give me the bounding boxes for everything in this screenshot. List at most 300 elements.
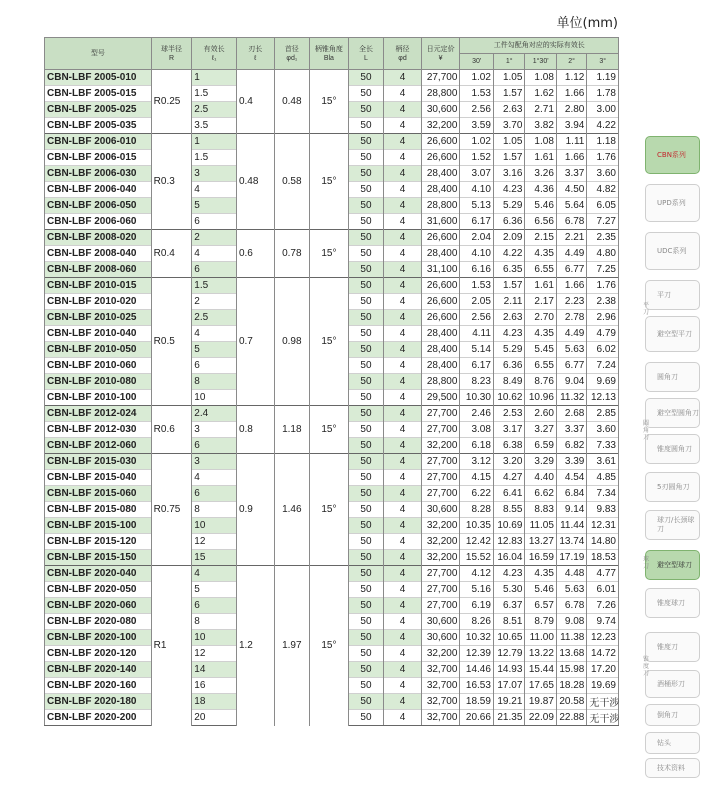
price-cell: 28,400 — [421, 326, 460, 342]
table-row — [45, 70, 619, 86]
effective-length-cell: 1 — [192, 70, 237, 86]
side-tab[interactable]: UDC系列 — [645, 232, 700, 270]
effective-length-cell: 4 — [192, 470, 237, 486]
side-tab[interactable]: 5刃圆角刀 — [645, 472, 700, 502]
effective-length-value-cell: 7.24 — [587, 358, 619, 374]
effective-length-value-cell: 1.66 — [556, 150, 586, 166]
shank-diameter-cell: 4 — [384, 230, 422, 246]
effective-length-value-cell: 6.78 — [556, 598, 586, 614]
effective-length-value-cell: 6.36 — [493, 358, 524, 374]
effective-length-value-cell: 1.05 — [493, 70, 524, 86]
total-length-cell: 50 — [348, 358, 384, 374]
effective-length-cell: 8 — [192, 374, 237, 390]
effective-length-value-cell: 2.05 — [460, 294, 494, 310]
effective-length-value-cell: 14.93 — [493, 662, 524, 678]
effective-length-value-cell: 16.53 — [460, 678, 494, 694]
effective-length-cell: 3 — [192, 454, 237, 470]
side-tab[interactable]: 钻头 — [645, 732, 700, 754]
effective-length-value-cell: 5.45 — [525, 342, 556, 358]
effective-length-cell: 2.5 — [192, 102, 237, 118]
effective-length-value-cell: 6.36 — [493, 214, 524, 230]
effective-length-value-cell: 6.01 — [587, 582, 619, 598]
shank-diameter-cell: 4 — [384, 246, 422, 262]
effective-length-value-cell: 6.78 — [556, 214, 586, 230]
shank-diameter-cell: 4 — [384, 102, 422, 118]
shank-diameter-cell: 4 — [384, 518, 422, 534]
effective-length-cell: 3 — [192, 422, 237, 438]
shank-diameter-cell: 4 — [384, 166, 422, 182]
price-cell: 26,600 — [421, 294, 460, 310]
price-cell: 32,200 — [421, 118, 460, 134]
effective-length-value-cell: 6.18 — [460, 438, 494, 454]
effective-length-value-cell: 1.08 — [525, 134, 556, 150]
total-length-cell: 50 — [348, 230, 384, 246]
effective-length-value-cell: 2.46 — [460, 406, 494, 422]
neck-diameter-cell: 1.18 — [274, 406, 310, 454]
effective-length-value-cell: 13.68 — [556, 646, 586, 662]
total-length-cell: 50 — [348, 422, 384, 438]
table-row — [45, 278, 619, 294]
shank-diameter-cell: 4 — [384, 326, 422, 342]
header-radius: 球半径 R — [151, 38, 192, 70]
effective-length-value-cell: 12.13 — [587, 390, 619, 406]
model-cell: CBN-LBF 2010-040 — [45, 326, 152, 342]
effective-length-value-cell: 8.76 — [525, 374, 556, 390]
shank-diameter-cell: 4 — [384, 150, 422, 166]
effective-length-value-cell: 21.35 — [493, 710, 524, 726]
model-cell: CBN-LBF 2010-050 — [45, 342, 152, 358]
model-cell: CBN-LBF 2020-160 — [45, 678, 152, 694]
side-tab[interactable]: 锥度圆角刀 — [645, 434, 700, 464]
effective-length-value-cell: 1.61 — [525, 150, 556, 166]
taper-angle-cell: 15° — [310, 278, 349, 406]
price-cell: 32,200 — [421, 518, 460, 534]
model-cell: CBN-LBF 2010-100 — [45, 390, 152, 406]
effective-length-value-cell: 12.83 — [493, 534, 524, 550]
effective-length-value-cell: 5.29 — [493, 342, 524, 358]
effective-length-value-cell: 5.14 — [460, 342, 494, 358]
effective-length-value-cell: 5.64 — [556, 198, 586, 214]
effective-length-value-cell: 22.09 — [525, 710, 556, 726]
effective-length-value-cell: 6.41 — [493, 486, 524, 502]
header-price: 日元定价 ¥ — [421, 38, 460, 70]
total-length-cell: 50 — [348, 310, 384, 326]
effective-length-value-cell: 4.54 — [556, 470, 586, 486]
header-taper-angle: 柄锥角度 Bla — [310, 38, 349, 70]
shank-diameter-cell: 4 — [384, 390, 422, 406]
side-tab[interactable]: 避空型球刀 — [645, 550, 700, 580]
effective-length-value-cell: 2.09 — [493, 230, 524, 246]
shank-diameter-cell: 4 — [384, 278, 422, 294]
shank-diameter-cell: 4 — [384, 710, 422, 726]
effective-length-value-cell: 2.78 — [556, 310, 586, 326]
effective-length-value-cell: 8.79 — [525, 614, 556, 630]
side-tab[interactable]: 平刀 — [645, 280, 700, 310]
blade-length-cell: 0.48 — [236, 134, 274, 230]
shank-diameter-cell: 4 — [384, 70, 422, 86]
effective-length-value-cell: 2.63 — [493, 102, 524, 118]
side-tab[interactable]: 避空型圆角刀 — [645, 398, 700, 428]
effective-length-value-cell: 6.05 — [587, 198, 619, 214]
total-length-cell: 50 — [348, 326, 384, 342]
effective-length-value-cell: 19.87 — [525, 694, 556, 710]
model-cell: CBN-LBF 2005-010 — [45, 70, 152, 86]
model-cell: CBN-LBF 2015-030 — [45, 454, 152, 470]
table-row — [45, 406, 619, 422]
price-cell: 32,200 — [421, 550, 460, 566]
effective-length-value-cell: 8.55 — [493, 502, 524, 518]
total-length-cell: 50 — [348, 262, 384, 278]
effective-length-value-cell: 4.35 — [525, 566, 556, 582]
price-cell: 26,600 — [421, 134, 460, 150]
effective-length-value-cell: 7.26 — [587, 598, 619, 614]
price-cell: 30,600 — [421, 102, 460, 118]
price-cell: 30,600 — [421, 502, 460, 518]
effective-length-cell: 4 — [192, 566, 237, 582]
effective-length-value-cell: 4.10 — [460, 182, 494, 198]
effective-length-value-cell: 6.57 — [525, 598, 556, 614]
price-cell: 27,700 — [421, 406, 460, 422]
effective-length-value-cell: 13.27 — [525, 534, 556, 550]
effective-length-value-cell: 19.21 — [493, 694, 524, 710]
price-cell: 32,200 — [421, 438, 460, 454]
effective-length-value-cell: 3.27 — [525, 422, 556, 438]
shank-diameter-cell: 4 — [384, 598, 422, 614]
unit-label: 单位(mm) — [556, 16, 618, 31]
side-tab[interactable]: 圆角刀 — [645, 362, 700, 392]
taper-angle-cell: 15° — [310, 230, 349, 278]
total-length-cell: 50 — [348, 70, 384, 86]
effective-length-value-cell: 1.02 — [460, 134, 494, 150]
effective-length-value-cell: 6.38 — [493, 438, 524, 454]
total-length-cell: 50 — [348, 342, 384, 358]
effective-length-value-cell: 2.71 — [525, 102, 556, 118]
effective-length-cell: 14 — [192, 662, 237, 678]
effective-length-value-cell: 10.65 — [493, 630, 524, 646]
effective-length-value-cell: 1.76 — [587, 150, 619, 166]
shank-diameter-cell: 4 — [384, 630, 422, 646]
shank-diameter-cell: 4 — [384, 406, 422, 422]
total-length-cell: 50 — [348, 214, 384, 230]
header-tilt-3deg: 3° — [587, 54, 619, 70]
neck-diameter-cell: 0.78 — [274, 230, 310, 278]
effective-length-value-cell: 2.04 — [460, 230, 494, 246]
shank-diameter-cell: 4 — [384, 342, 422, 358]
effective-length-cell: 18 — [192, 694, 237, 710]
model-cell: CBN-LBF 2010-020 — [45, 294, 152, 310]
effective-length-cell: 6 — [192, 438, 237, 454]
table-row — [45, 566, 619, 582]
effective-length-value-cell: 14.72 — [587, 646, 619, 662]
model-cell: CBN-LBF 2015-100 — [45, 518, 152, 534]
model-cell: CBN-LBF 2008-060 — [45, 262, 152, 278]
effective-length-value-cell: 7.25 — [587, 262, 619, 278]
side-tab[interactable]: 技术资料 — [645, 758, 700, 778]
model-cell: CBN-LBF 2020-040 — [45, 566, 152, 582]
price-cell: 27,700 — [421, 598, 460, 614]
effective-length-value-cell: 5.30 — [493, 582, 524, 598]
model-cell: CBN-LBF 2005-025 — [45, 102, 152, 118]
effective-length-value-cell: 4.15 — [460, 470, 494, 486]
effective-length-value-cell: 8.49 — [493, 374, 524, 390]
effective-length-value-cell: 11.32 — [556, 390, 586, 406]
shank-diameter-cell: 4 — [384, 470, 422, 486]
effective-length-value-cell: 17.65 — [525, 678, 556, 694]
side-tab[interactable]: UPD系列 — [645, 184, 700, 222]
side-section-label: 锥度刀 — [643, 656, 650, 677]
effective-length-value-cell: 3.07 — [460, 166, 494, 182]
side-tab[interactable]: 球刀/长颈球刀 — [645, 510, 700, 540]
model-cell: CBN-LBF 2020-060 — [45, 598, 152, 614]
neck-diameter-cell: 0.98 — [274, 278, 310, 406]
side-tab[interactable]: 锥度刀 — [645, 632, 700, 662]
side-section-label: 平刀 — [643, 302, 650, 316]
effective-length-value-cell: 2.70 — [525, 310, 556, 326]
model-cell: CBN-LBF 2008-040 — [45, 246, 152, 262]
effective-length-value-cell: 12.79 — [493, 646, 524, 662]
header-shank-diameter: 柄径 φd — [384, 38, 422, 70]
effective-length-value-cell: 3.08 — [460, 422, 494, 438]
effective-length-value-cell: 2.68 — [556, 406, 586, 422]
effective-length-value-cell: 4.49 — [556, 326, 586, 342]
model-cell: CBN-LBF 2006-060 — [45, 214, 152, 230]
price-cell: 28,800 — [421, 198, 460, 214]
neck-diameter-cell: 0.58 — [274, 134, 310, 230]
effective-length-value-cell: 4.22 — [587, 118, 619, 134]
total-length-cell: 50 — [348, 150, 384, 166]
table-row — [45, 134, 619, 150]
effective-length-value-cell: 3.37 — [556, 422, 586, 438]
effective-length-value-cell: 12.39 — [460, 646, 494, 662]
shank-diameter-cell: 4 — [384, 678, 422, 694]
model-cell: CBN-LBF 2012-060 — [45, 438, 152, 454]
header-tilt-2deg: 2° — [556, 54, 586, 70]
model-cell: CBN-LBF 2010-060 — [45, 358, 152, 374]
effective-length-value-cell: 18.28 — [556, 678, 586, 694]
effective-length-cell: 4 — [192, 182, 237, 198]
effective-length-value-cell: 19.69 — [587, 678, 619, 694]
shank-diameter-cell: 4 — [384, 358, 422, 374]
price-cell: 32,200 — [421, 646, 460, 662]
effective-length-value-cell: 4.27 — [493, 470, 524, 486]
effective-length-value-cell: 6.55 — [525, 358, 556, 374]
effective-length-value-cell: 2.35 — [587, 230, 619, 246]
radius-cell: R1 — [151, 566, 192, 726]
effective-length-value-cell: 6.16 — [460, 262, 494, 278]
effective-length-cell: 6 — [192, 598, 237, 614]
effective-length-value-cell: 14.80 — [587, 534, 619, 550]
effective-length-value-cell: 1.53 — [460, 278, 494, 294]
total-length-cell: 50 — [348, 454, 384, 470]
effective-length-value-cell: 6.02 — [587, 342, 619, 358]
blade-length-cell: 1.2 — [236, 566, 274, 726]
effective-length-value-cell: 3.26 — [525, 166, 556, 182]
price-cell: 32,700 — [421, 678, 460, 694]
shank-diameter-cell: 4 — [384, 550, 422, 566]
effective-length-value-cell: 18.59 — [460, 694, 494, 710]
effective-length-value-cell: 8.28 — [460, 502, 494, 518]
blade-length-cell: 0.9 — [236, 454, 274, 566]
effective-length-value-cell: 无干涉 — [587, 710, 619, 726]
effective-length-value-cell: 4.50 — [556, 182, 586, 198]
effective-length-value-cell: 1.78 — [587, 86, 619, 102]
effective-length-value-cell: 11.38 — [556, 630, 586, 646]
effective-length-value-cell: 3.17 — [493, 422, 524, 438]
effective-length-cell: 12 — [192, 646, 237, 662]
effective-length-value-cell: 1.11 — [556, 134, 586, 150]
effective-length-value-cell: 3.39 — [556, 454, 586, 470]
total-length-cell: 50 — [348, 566, 384, 582]
effective-length-cell: 6 — [192, 358, 237, 374]
taper-angle-cell: 15° — [310, 566, 349, 726]
effective-length-value-cell: 10.32 — [460, 630, 494, 646]
effective-length-value-cell: 9.04 — [556, 374, 586, 390]
radius-cell: R0.6 — [151, 406, 192, 454]
effective-length-value-cell: 6.22 — [460, 486, 494, 502]
neck-diameter-cell: 0.48 — [274, 70, 310, 134]
effective-length-value-cell: 8.51 — [493, 614, 524, 630]
total-length-cell: 50 — [348, 678, 384, 694]
total-length-cell: 50 — [348, 294, 384, 310]
model-cell: CBN-LBF 2020-100 — [45, 630, 152, 646]
effective-length-value-cell: 11.44 — [556, 518, 586, 534]
effective-length-value-cell: 6.59 — [525, 438, 556, 454]
price-cell: 27,700 — [421, 422, 460, 438]
total-length-cell: 50 — [348, 102, 384, 118]
price-cell: 32,700 — [421, 662, 460, 678]
effective-length-value-cell: 2.56 — [460, 102, 494, 118]
model-cell: CBN-LBF 2015-080 — [45, 502, 152, 518]
model-cell: CBN-LBF 2012-024 — [45, 406, 152, 422]
side-tab[interactable]: 避空型平刀 — [645, 316, 700, 352]
effective-length-value-cell: 3.37 — [556, 166, 586, 182]
effective-length-value-cell: 2.17 — [525, 294, 556, 310]
shank-diameter-cell: 4 — [384, 86, 422, 102]
effective-length-value-cell: 无干涉 — [587, 694, 619, 710]
effective-length-value-cell: 3.59 — [460, 118, 494, 134]
effective-length-value-cell: 2.23 — [556, 294, 586, 310]
effective-length-value-cell: 7.33 — [587, 438, 619, 454]
effective-length-value-cell: 15.98 — [556, 662, 586, 678]
effective-length-value-cell: 9.14 — [556, 502, 586, 518]
effective-length-value-cell: 5.16 — [460, 582, 494, 598]
table-row — [45, 230, 619, 246]
effective-length-value-cell: 4.23 — [493, 182, 524, 198]
price-cell: 32,700 — [421, 710, 460, 726]
side-tab[interactable]: CBN系列 — [645, 136, 700, 174]
price-cell: 29,500 — [421, 390, 460, 406]
effective-length-value-cell: 1.62 — [525, 86, 556, 102]
effective-length-value-cell: 4.77 — [587, 566, 619, 582]
effective-length-value-cell: 6.19 — [460, 598, 494, 614]
effective-length-value-cell: 4.23 — [493, 566, 524, 582]
model-cell: CBN-LBF 2005-015 — [45, 86, 152, 102]
effective-length-value-cell: 1.61 — [525, 278, 556, 294]
taper-angle-cell: 15° — [310, 134, 349, 230]
model-cell: CBN-LBF 2015-150 — [45, 550, 152, 566]
price-cell: 32,200 — [421, 534, 460, 550]
effective-length-value-cell: 17.20 — [587, 662, 619, 678]
effective-length-cell: 5 — [192, 582, 237, 598]
effective-length-value-cell: 4.10 — [460, 246, 494, 262]
effective-length-value-cell: 5.29 — [493, 198, 524, 214]
price-cell: 27,700 — [421, 486, 460, 502]
taper-angle-cell: 15° — [310, 70, 349, 134]
effective-length-cell: 3.5 — [192, 118, 237, 134]
effective-length-cell: 2 — [192, 294, 237, 310]
effective-length-value-cell: 8.83 — [525, 502, 556, 518]
shank-diameter-cell: 4 — [384, 566, 422, 582]
price-cell: 26,600 — [421, 150, 460, 166]
header-effective-length: 有效长 ℓ₁ — [192, 38, 237, 70]
effective-length-value-cell: 1.19 — [587, 70, 619, 86]
shank-diameter-cell: 4 — [384, 310, 422, 326]
effective-length-cell: 16 — [192, 678, 237, 694]
table-row — [45, 454, 619, 470]
shank-diameter-cell: 4 — [384, 118, 422, 134]
effective-length-value-cell: 20.66 — [460, 710, 494, 726]
effective-length-cell: 20 — [192, 710, 237, 726]
total-length-cell: 50 — [348, 614, 384, 630]
model-cell: CBN-LBF 2010-080 — [45, 374, 152, 390]
shank-diameter-cell: 4 — [384, 614, 422, 630]
effective-length-value-cell: 11.05 — [525, 518, 556, 534]
price-cell: 28,400 — [421, 182, 460, 198]
price-cell: 31,100 — [421, 262, 460, 278]
effective-length-value-cell: 2.21 — [556, 230, 586, 246]
effective-length-value-cell: 7.27 — [587, 214, 619, 230]
effective-length-value-cell: 10.30 — [460, 390, 494, 406]
effective-length-value-cell: 1.05 — [493, 134, 524, 150]
effective-length-value-cell: 12.31 — [587, 518, 619, 534]
effective-length-value-cell: 1.66 — [556, 278, 586, 294]
effective-length-value-cell: 5.63 — [556, 582, 586, 598]
total-length-cell: 50 — [348, 486, 384, 502]
effective-length-value-cell: 15.52 — [460, 550, 494, 566]
total-length-cell: 50 — [348, 406, 384, 422]
blade-length-cell: 0.6 — [236, 230, 274, 278]
model-cell: CBN-LBF 2012-030 — [45, 422, 152, 438]
side-tab[interactable]: 倒角刀 — [645, 704, 700, 726]
model-cell: CBN-LBF 2006-050 — [45, 198, 152, 214]
effective-length-value-cell: 2.11 — [493, 294, 524, 310]
effective-length-value-cell: 17.07 — [493, 678, 524, 694]
total-length-cell: 50 — [348, 374, 384, 390]
shank-diameter-cell: 4 — [384, 198, 422, 214]
effective-length-value-cell: 16.04 — [493, 550, 524, 566]
effective-length-value-cell: 15.44 — [525, 662, 556, 678]
shank-diameter-cell: 4 — [384, 134, 422, 150]
effective-length-value-cell: 4.22 — [493, 246, 524, 262]
effective-length-value-cell: 9.83 — [587, 502, 619, 518]
effective-length-value-cell: 10.96 — [525, 390, 556, 406]
effective-length-value-cell: 5.46 — [525, 582, 556, 598]
effective-length-cell: 1.5 — [192, 150, 237, 166]
effective-length-value-cell: 12.23 — [587, 630, 619, 646]
header-total-length: 全长 L — [348, 38, 384, 70]
model-cell: CBN-LBF 2020-140 — [45, 662, 152, 678]
price-cell: 26,600 — [421, 310, 460, 326]
side-tab[interactable]: 锥度球刀 — [645, 588, 700, 618]
effective-length-value-cell: 8.23 — [460, 374, 494, 390]
price-cell: 28,800 — [421, 86, 460, 102]
shank-diameter-cell: 4 — [384, 502, 422, 518]
radius-cell: R0.75 — [151, 454, 192, 566]
effective-length-value-cell: 11.00 — [525, 630, 556, 646]
side-tab[interactable]: 酒桶形刀 — [645, 670, 700, 698]
effective-length-value-cell: 1.18 — [587, 134, 619, 150]
header-tilt-group: 工件勾配角对应的实际有效长 — [460, 38, 619, 54]
